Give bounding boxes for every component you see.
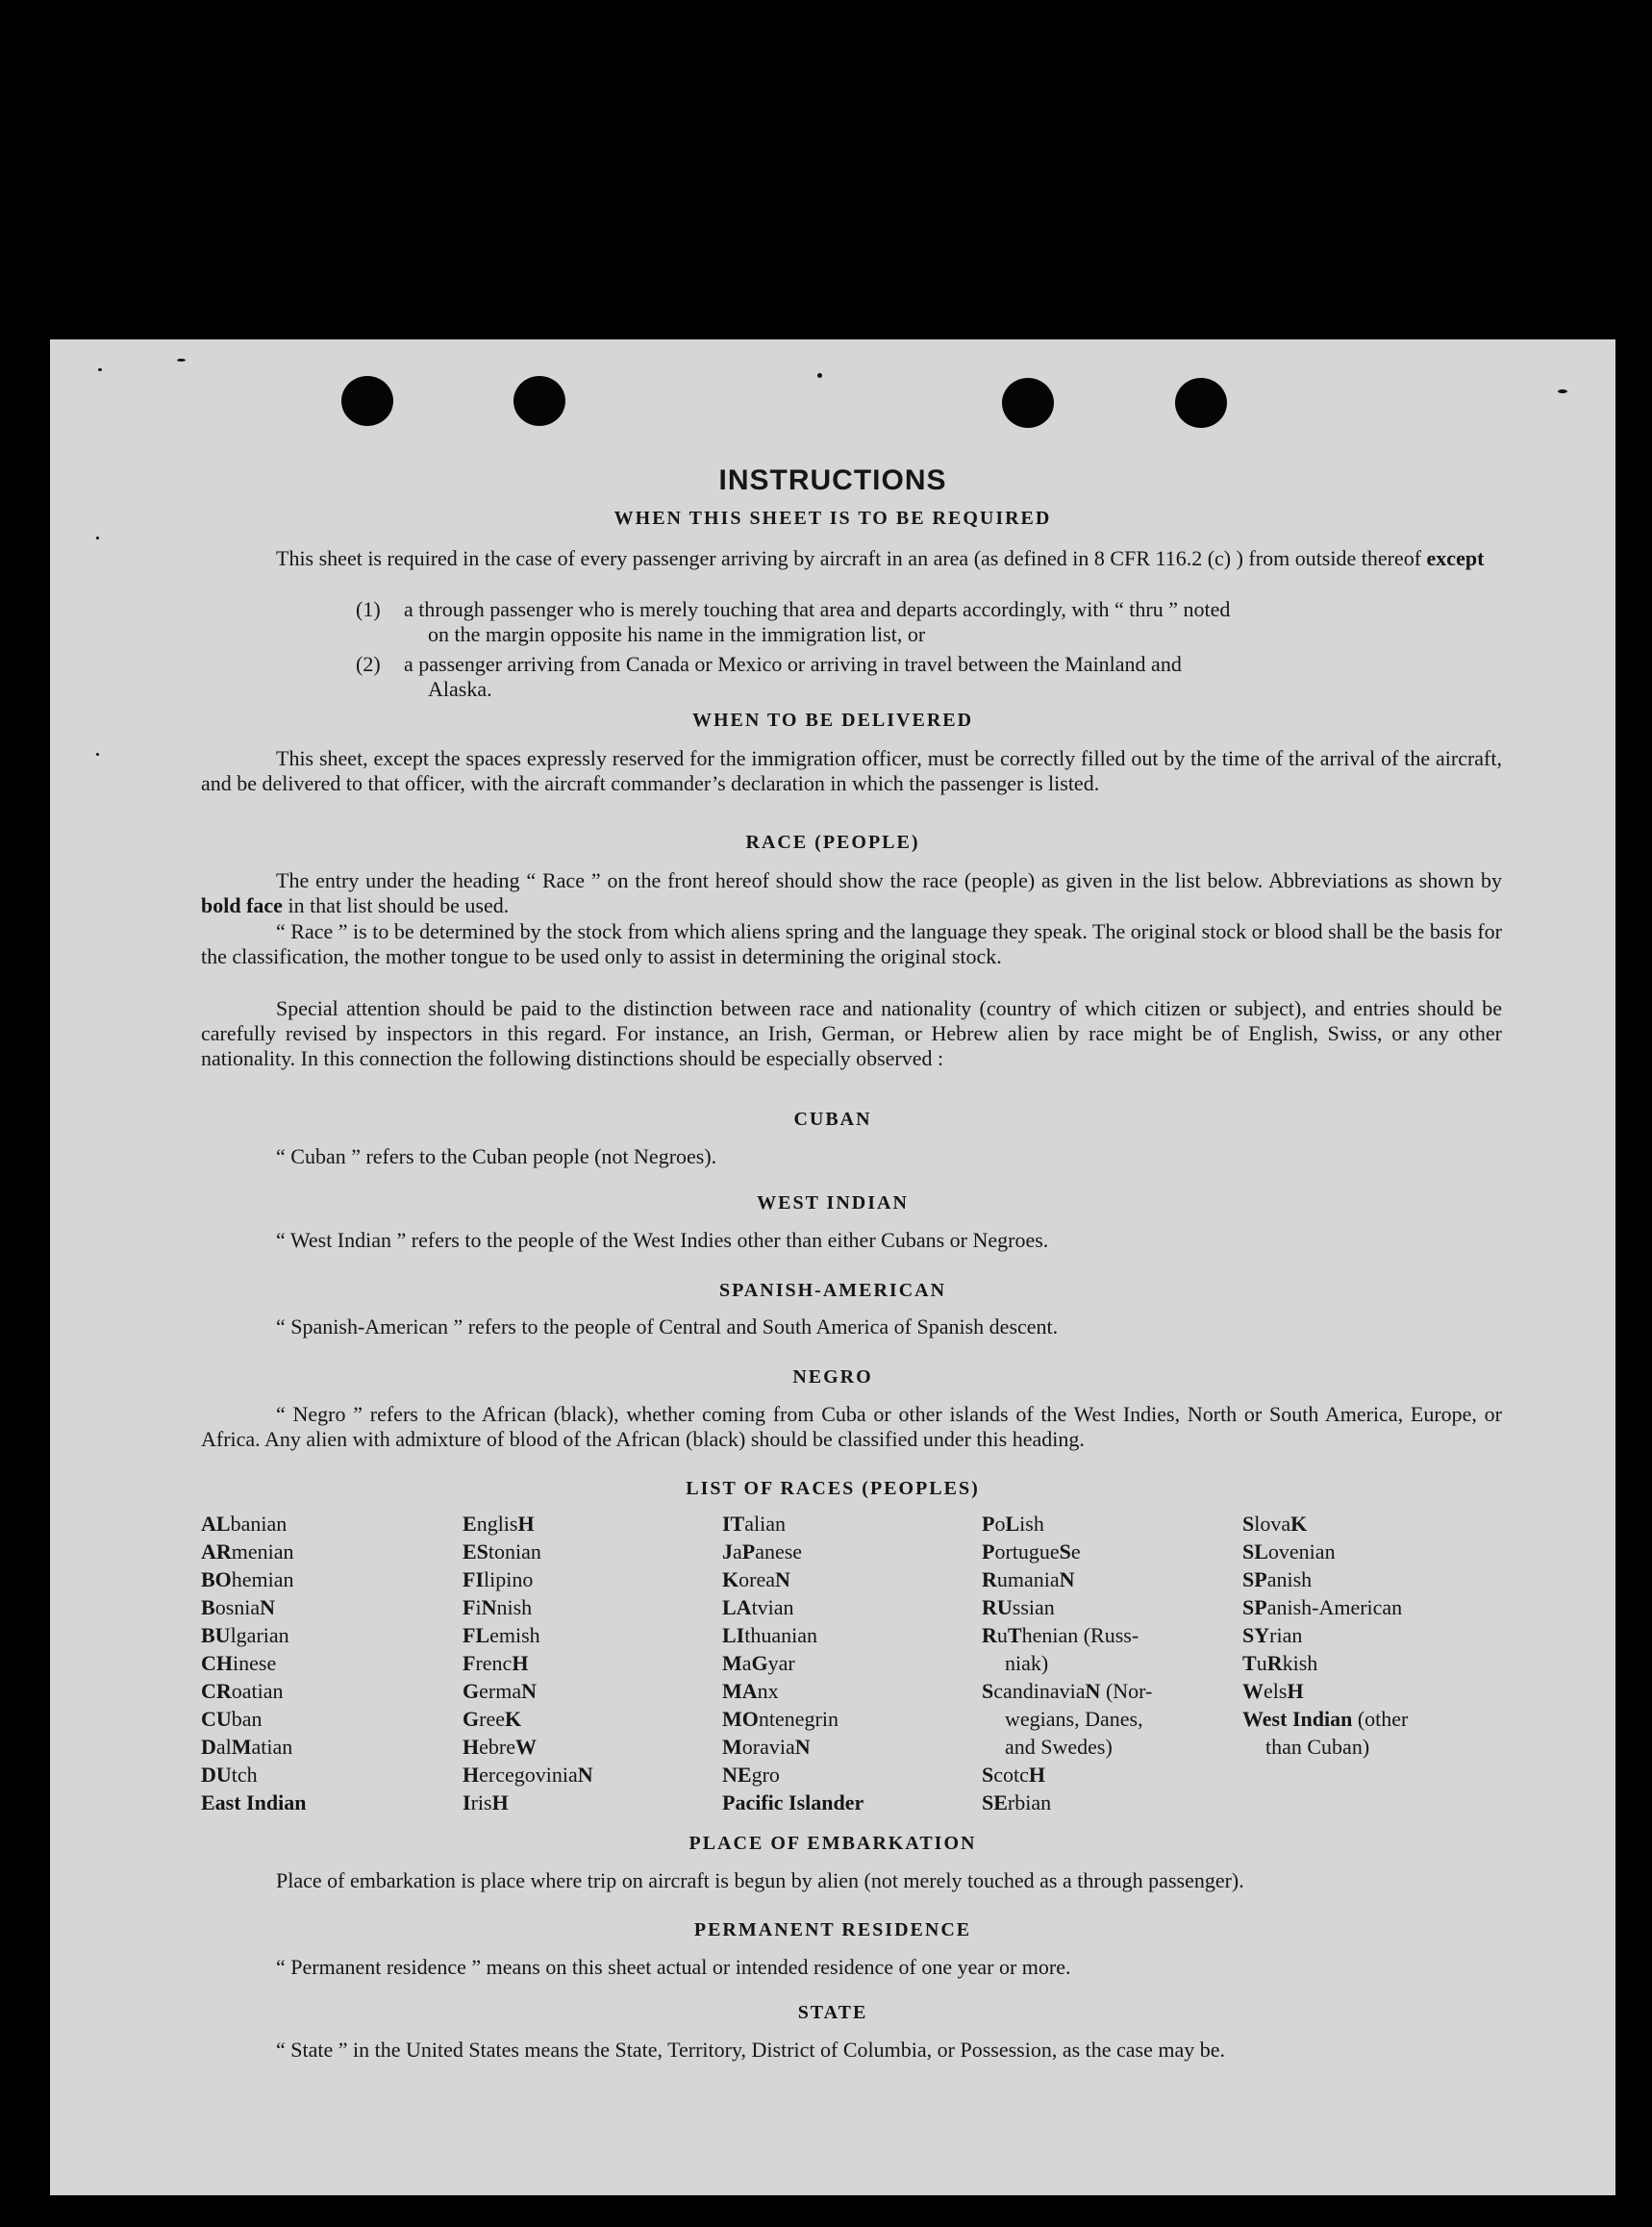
race-entry [722, 1621, 864, 1649]
race-name-text: wegians, Danes, [1005, 1707, 1143, 1731]
heading-embarkation: PLACE OF EMBARKATION [688, 1833, 977, 1854]
race-abbrev-letters: F [463, 1651, 476, 1675]
race-abbrev-letters: B [201, 1595, 215, 1619]
race-name-text: al [215, 1735, 232, 1759]
race-entry [201, 1510, 306, 1538]
race-name-text: anese [755, 1539, 803, 1564]
race-name-text: ortugue [994, 1539, 1060, 1564]
race-abbrev-letters: SE [982, 1790, 1008, 1814]
race-abbrev-letters: East Indian [201, 1790, 307, 1814]
race-abbrev-letters: DU [201, 1763, 232, 1787]
exception-item-1: (1) a through passenger who is merely touching that area and departs accordingly, with “ thru ” noted on the margin opposite his name in the immigration list, or [356, 597, 1231, 646]
heading-state: STATE [797, 2002, 868, 2023]
heading-list-of-races: LIST OF RACES (PEOPLES) [686, 1478, 980, 1499]
race-abbrev-letters: AR [201, 1539, 232, 1564]
race-entry [201, 1733, 306, 1761]
state-text: “ State ” in the United States means the State, Territory, District of Columbia, or Possession, as the case may be. [276, 2038, 1226, 2062]
race-abbrev-letters: S [982, 1679, 994, 1703]
race-entry [1242, 1733, 1408, 1761]
race-abbrev-letters: K [722, 1567, 739, 1591]
race-entry [722, 1733, 864, 1761]
race-abbrev-letters: FI [463, 1567, 484, 1591]
races-column-3 [722, 1510, 864, 1816]
race-abbrev-letters: SY [1242, 1623, 1270, 1647]
race-entry [463, 1593, 593, 1621]
race-abbrev-letters: S [1242, 1512, 1255, 1536]
race-abbrev-letters: L [1005, 1512, 1020, 1536]
race-abbrev-letters: CU [201, 1707, 232, 1731]
race-entry [463, 1705, 593, 1733]
race-abbrev-letters: P [982, 1512, 995, 1536]
heading-required: WHEN THIS SHEET IS TO BE REQUIRED [613, 508, 1052, 529]
race-paragraph-2: “ Race ” is to be determined by the stock from which aliens spring and the language they speak. The original stock or blood shall be the basis for the classification, the mother tongue to be used only to assist in determining the original stock. [201, 919, 1502, 968]
cuban-text: “ Cuban ” refers to the Cuban people (not Negroes). [276, 1144, 717, 1168]
race-name-text: tvian [751, 1595, 794, 1619]
race-name-text: a [741, 1651, 752, 1675]
race-abbrev-letters: N [521, 1679, 537, 1703]
races-column-1 [201, 1510, 306, 1816]
race-name-text: candinavia [993, 1679, 1086, 1703]
race-name-text: rbian [1007, 1790, 1052, 1814]
race-name-text: anish [1266, 1567, 1313, 1591]
race-entry [1242, 1510, 1408, 1538]
race-abbrev-letters: N [481, 1595, 497, 1619]
race-entry [1242, 1621, 1408, 1649]
race-entry [1242, 1649, 1408, 1677]
race-abbrev-letters: G [463, 1679, 480, 1703]
heading-spanish-american: SPANISH-AMERICAN [718, 1280, 947, 1301]
race-abbrev-letters: RU [982, 1595, 1013, 1619]
race-entry [982, 1789, 1213, 1816]
race-entry [201, 1677, 306, 1705]
race-abbrev-letters: N [1085, 1679, 1101, 1703]
race-name-text: emish [489, 1623, 540, 1647]
race-abbrev-letters: MO [722, 1707, 759, 1731]
race-entry [982, 1621, 1213, 1649]
race-abbrev-letters: S [982, 1763, 994, 1787]
race-abbrev-letters: AL [201, 1512, 231, 1536]
race-name-text: ercegovinia [479, 1763, 578, 1787]
race-abbrev-letters: K [1290, 1512, 1308, 1536]
race-name-text: and Swedes) [1005, 1735, 1113, 1759]
race-name-text: thuanian [744, 1623, 818, 1647]
dust-speck [98, 368, 102, 371]
race-entry [463, 1565, 593, 1593]
race-name-text: niak) [1005, 1651, 1049, 1675]
race-abbrev-letters: LA [722, 1595, 752, 1619]
race-abbrev-letters: LI [722, 1623, 745, 1647]
race-name-text: anish-American [1266, 1595, 1403, 1619]
race-name-text: lipino [484, 1567, 534, 1591]
race-entry [463, 1761, 593, 1789]
race-abbrev-letters: N [577, 1763, 593, 1787]
race-name-text: els [1264, 1679, 1288, 1703]
race-abbrev-letters: E [463, 1512, 477, 1536]
race-name-text: nglis [476, 1512, 518, 1536]
race-name-text: ovenian [1267, 1539, 1336, 1564]
race-name-text: tch [231, 1763, 258, 1787]
race-name-text: (Nor- [1100, 1679, 1153, 1703]
race-entry [722, 1789, 864, 1816]
heading-west-indian: WEST INDIAN [757, 1192, 909, 1214]
race-abbrev-letters: K [504, 1707, 522, 1731]
race-abbrev-letters: R [1266, 1651, 1283, 1675]
races-column-5 [1242, 1510, 1408, 1761]
race-name-text: ree [479, 1707, 505, 1731]
race-abbrev-letters: H [512, 1651, 529, 1675]
punch-hole-4 [1175, 378, 1227, 428]
race-entry [201, 1565, 306, 1593]
race-name-text: u [1256, 1651, 1267, 1675]
heading-negro: NEGRO [792, 1366, 873, 1388]
heading-race: RACE (PEOPLE) [745, 832, 920, 853]
race-name-text: (other [1352, 1707, 1409, 1731]
race-abbrev-letters: M [722, 1651, 742, 1675]
race-abbrev-letters: J [722, 1539, 733, 1564]
race-name-text: e [1070, 1539, 1081, 1564]
form-sheet [50, 339, 1615, 2195]
races-list [201, 1510, 1509, 1817]
race-abbrev-letters: M [722, 1735, 742, 1759]
race-name-text: gro [751, 1763, 780, 1787]
race-name-text: erma [479, 1679, 522, 1703]
race-name-text: nish [496, 1595, 533, 1619]
race-name-text: rian [1269, 1623, 1303, 1647]
race-entry [1242, 1538, 1408, 1565]
delivered-text: This sheet, except the spaces expressly reserved for the immigration officer, must be correctly filled out by the time of the arrival of the aircraft, and be delivered to that officer, with the aircraft commander’s declaration in which the passenger is listed. [201, 746, 1502, 795]
residence-text: “ Permanent residence ” means on this sheet actual or intended residence of one year or more. [276, 1955, 1071, 1979]
race-abbrev-letters: BO [201, 1567, 232, 1591]
race-name-text: cotc [993, 1763, 1029, 1787]
race-abbrev-letters: CH [201, 1651, 233, 1675]
heading-cuban: CUBAN [793, 1109, 872, 1130]
race-entry [463, 1649, 593, 1677]
race-name-text: yar [767, 1651, 795, 1675]
heading-permanent-residence: PERMANENT RESIDENCE [693, 1919, 972, 1940]
race-name-text: i [475, 1595, 482, 1619]
race-entry [201, 1761, 306, 1789]
race-name-text: renc [475, 1651, 513, 1675]
race-name-text: inese [233, 1651, 277, 1675]
race-entry [1242, 1593, 1408, 1621]
race-name-text: menian [231, 1539, 294, 1564]
negro-text: “ Negro ” refers to the African (black), whether coming from Cuba or other islands of the West Indies, North or South America, Europe, or Africa. Any alien with admixture of blood of the African (black) should be classified under this heading. [201, 1402, 1502, 1451]
race-abbrev-letters: N [774, 1567, 790, 1591]
embarkation-text: Place of embarkation is place where trip on aircraft is begun by alien (not merely touched as a through passenger). [276, 1868, 1244, 1892]
race-name-text: ish [1019, 1512, 1044, 1536]
race-abbrev-letters: D [201, 1735, 216, 1759]
race-abbrev-letters: H [517, 1512, 535, 1536]
heading-delivered: WHEN TO BE DELIVERED [691, 710, 974, 731]
race-entry [722, 1593, 864, 1621]
race-entry [982, 1593, 1213, 1621]
west-indian-text: “ West Indian ” refers to the people of the West Indies other than either Cubans or Negroes. [276, 1228, 1049, 1252]
race-name-text: nx [757, 1679, 779, 1703]
race-entry [982, 1538, 1213, 1565]
race-abbrev-letters: N [1059, 1567, 1075, 1591]
race-abbrev-letters: SL [1242, 1539, 1268, 1564]
race-entry [463, 1538, 593, 1565]
race-entry [982, 1705, 1213, 1733]
race-name-text: atian [251, 1735, 293, 1759]
race-entry [722, 1510, 864, 1538]
page-title: INSTRUCTIONS [718, 464, 947, 496]
race-abbrev-letters: H [1287, 1679, 1304, 1703]
races-column-2 [463, 1510, 593, 1816]
race-entry [722, 1649, 864, 1677]
race-abbrev-letters: SP [1242, 1595, 1267, 1619]
race-abbrev-letters: Pacific Islander [722, 1790, 864, 1814]
race-name-text: ntenegrin [758, 1707, 839, 1731]
race-name-text: orea [738, 1567, 775, 1591]
race-abbrev-letters: T [1242, 1651, 1257, 1675]
race-name-text: lgarian [230, 1623, 289, 1647]
punch-hole-2 [513, 376, 565, 426]
race-abbrev-letters: S [1059, 1539, 1071, 1564]
race-abbrev-letters: NE [722, 1763, 752, 1787]
race-entry [982, 1761, 1213, 1789]
race-abbrev-letters: H [463, 1735, 480, 1759]
race-abbrev-letters: P [982, 1539, 995, 1564]
race-abbrev-letters: N [260, 1595, 276, 1619]
race-name-text: ebre [479, 1735, 515, 1759]
race-entry [1242, 1565, 1408, 1593]
race-abbrev-letters: G [751, 1651, 768, 1675]
race-entry [1242, 1677, 1408, 1705]
race-name-text: tonian [488, 1539, 541, 1564]
race-name-text: kish [1282, 1651, 1318, 1675]
race-entry [722, 1565, 864, 1593]
race-entry [722, 1705, 864, 1733]
race-abbrev-letters: H [491, 1790, 509, 1814]
dust-speck [96, 753, 99, 756]
race-abbrev-letters: N [794, 1735, 811, 1759]
dust-speck [96, 537, 99, 539]
race-entry [463, 1733, 593, 1761]
race-abbrev-letters: BU [201, 1623, 231, 1647]
race-name-text: lova [1254, 1512, 1291, 1536]
race-name-text: henian (Russ- [1021, 1623, 1139, 1647]
race-abbrev-letters: F [463, 1595, 476, 1619]
race-abbrev-letters: W [514, 1735, 537, 1759]
race-entry [982, 1565, 1213, 1593]
race-name-text: umania [996, 1567, 1060, 1591]
race-abbrev-letters: G [463, 1707, 480, 1731]
punch-hole-3 [1002, 378, 1054, 428]
race-entry [201, 1621, 306, 1649]
race-entry [463, 1789, 593, 1816]
race-entry [463, 1621, 593, 1649]
race-paragraph-1: The entry under the heading “ Race ” on the front hereof should show the race (people) as given in the list below. Abbreviations as shown by bold face in that list should be used. [201, 868, 1502, 917]
race-entry [201, 1593, 306, 1621]
race-name-text: hemian [231, 1567, 294, 1591]
race-entry [722, 1677, 864, 1705]
race-name-text: ssian [1012, 1595, 1055, 1619]
exception-item-2: (2) a passenger arriving from Canada or Mexico or arriving in travel between the Mainland and Alaska. [356, 652, 1182, 701]
race-abbrev-letters: W [1242, 1679, 1264, 1703]
race-name-text: than Cuban) [1265, 1735, 1370, 1759]
race-name-text: ban [231, 1707, 263, 1731]
race-abbrev-letters: MA [722, 1679, 758, 1703]
race-name-text: oatian [231, 1679, 284, 1703]
race-entry [1242, 1705, 1408, 1733]
race-name-text: a [733, 1539, 742, 1564]
race-entry [982, 1649, 1213, 1677]
race-name-text: banian [230, 1512, 288, 1536]
required-intro: This sheet is required in the case of every passenger arriving by aircraft in an area (as defined in 8 CFR 116.2 (c) ) from outside thereof except [276, 546, 1485, 570]
race-abbrev-letters: West Indian [1242, 1707, 1353, 1731]
race-entry [463, 1510, 593, 1538]
dust-speck [1558, 389, 1567, 393]
race-abbrev-letters: IT [722, 1512, 745, 1536]
races-column-4 [982, 1510, 1213, 1816]
punch-hole-1 [341, 376, 393, 426]
race-abbrev-letters: I [463, 1790, 471, 1814]
race-entry [201, 1538, 306, 1565]
race-entry [982, 1510, 1213, 1538]
race-abbrev-letters: T [1007, 1623, 1022, 1647]
race-abbrev-letters: M [231, 1735, 252, 1759]
spanish-american-text: “ Spanish-American ” refers to the people of Central and South America of Spanish descent. [276, 1314, 1059, 1339]
race-entry [201, 1789, 306, 1816]
race-abbrev-letters: FL [463, 1623, 490, 1647]
race-entry [463, 1677, 593, 1705]
race-name-text: alian [744, 1512, 787, 1536]
race-entry [722, 1761, 864, 1789]
race-name-text: oravia [741, 1735, 795, 1759]
race-name-text: o [994, 1512, 1006, 1536]
dust-speck [817, 373, 822, 378]
race-abbrev-letters: R [982, 1623, 997, 1647]
race-name-text: osnia [214, 1595, 261, 1619]
race-abbrev-letters: CR [201, 1679, 232, 1703]
race-paragraph-3: Special attention should be paid to the distinction between race and nationality (country of which citizen or subject), and entries should be carefully revised by inspectors in this regard. For instance, an Irish, German, or Hebrew alien by race might be of English, Swiss, or any other nationality. In this connection the following distinctions should be especially observed : [201, 996, 1502, 1070]
race-abbrev-letters: R [982, 1567, 997, 1591]
race-abbrev-letters: SP [1242, 1567, 1267, 1591]
race-abbrev-letters: H [1028, 1763, 1046, 1787]
race-entry [201, 1705, 306, 1733]
race-name-text: u [996, 1623, 1008, 1647]
race-entry [722, 1538, 864, 1565]
race-abbrev-letters: H [463, 1763, 480, 1787]
race-entry [982, 1733, 1213, 1761]
dust-speck [177, 359, 186, 362]
race-entry [201, 1649, 306, 1677]
race-abbrev-letters: ES [463, 1539, 488, 1564]
race-name-text: ris [470, 1790, 492, 1814]
race-entry [982, 1677, 1213, 1705]
race-abbrev-letters: P [741, 1539, 756, 1564]
